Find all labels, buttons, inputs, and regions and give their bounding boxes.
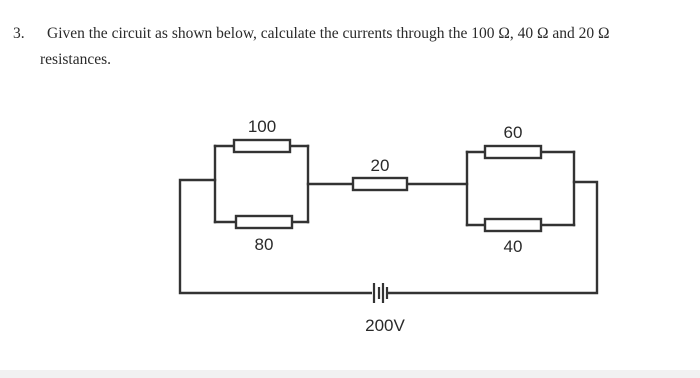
resistor-40 — [485, 219, 541, 231]
label-40: 40 — [503, 237, 523, 256]
label-source-voltage: 200V — [365, 316, 405, 335]
resistor-100 — [234, 140, 290, 152]
label-60: 60 — [503, 123, 523, 142]
outer-loop-wire — [180, 180, 597, 293]
resistor-60 — [485, 146, 541, 158]
bottom-shade — [0, 370, 700, 378]
battery-symbol — [372, 281, 388, 305]
label-20: 20 — [370, 156, 390, 175]
question-number: 3. — [13, 25, 25, 42]
label-80: 80 — [254, 235, 274, 254]
resistor-20 — [353, 178, 407, 190]
question-line-2: resistances. — [40, 51, 112, 68]
question-line-1: Given the circuit as shown below, calculate the currents through the 100 Ω, 40 Ω and 20 Ω — [47, 25, 610, 42]
label-100: 100 — [247, 117, 277, 136]
resistor-80 — [236, 216, 292, 228]
